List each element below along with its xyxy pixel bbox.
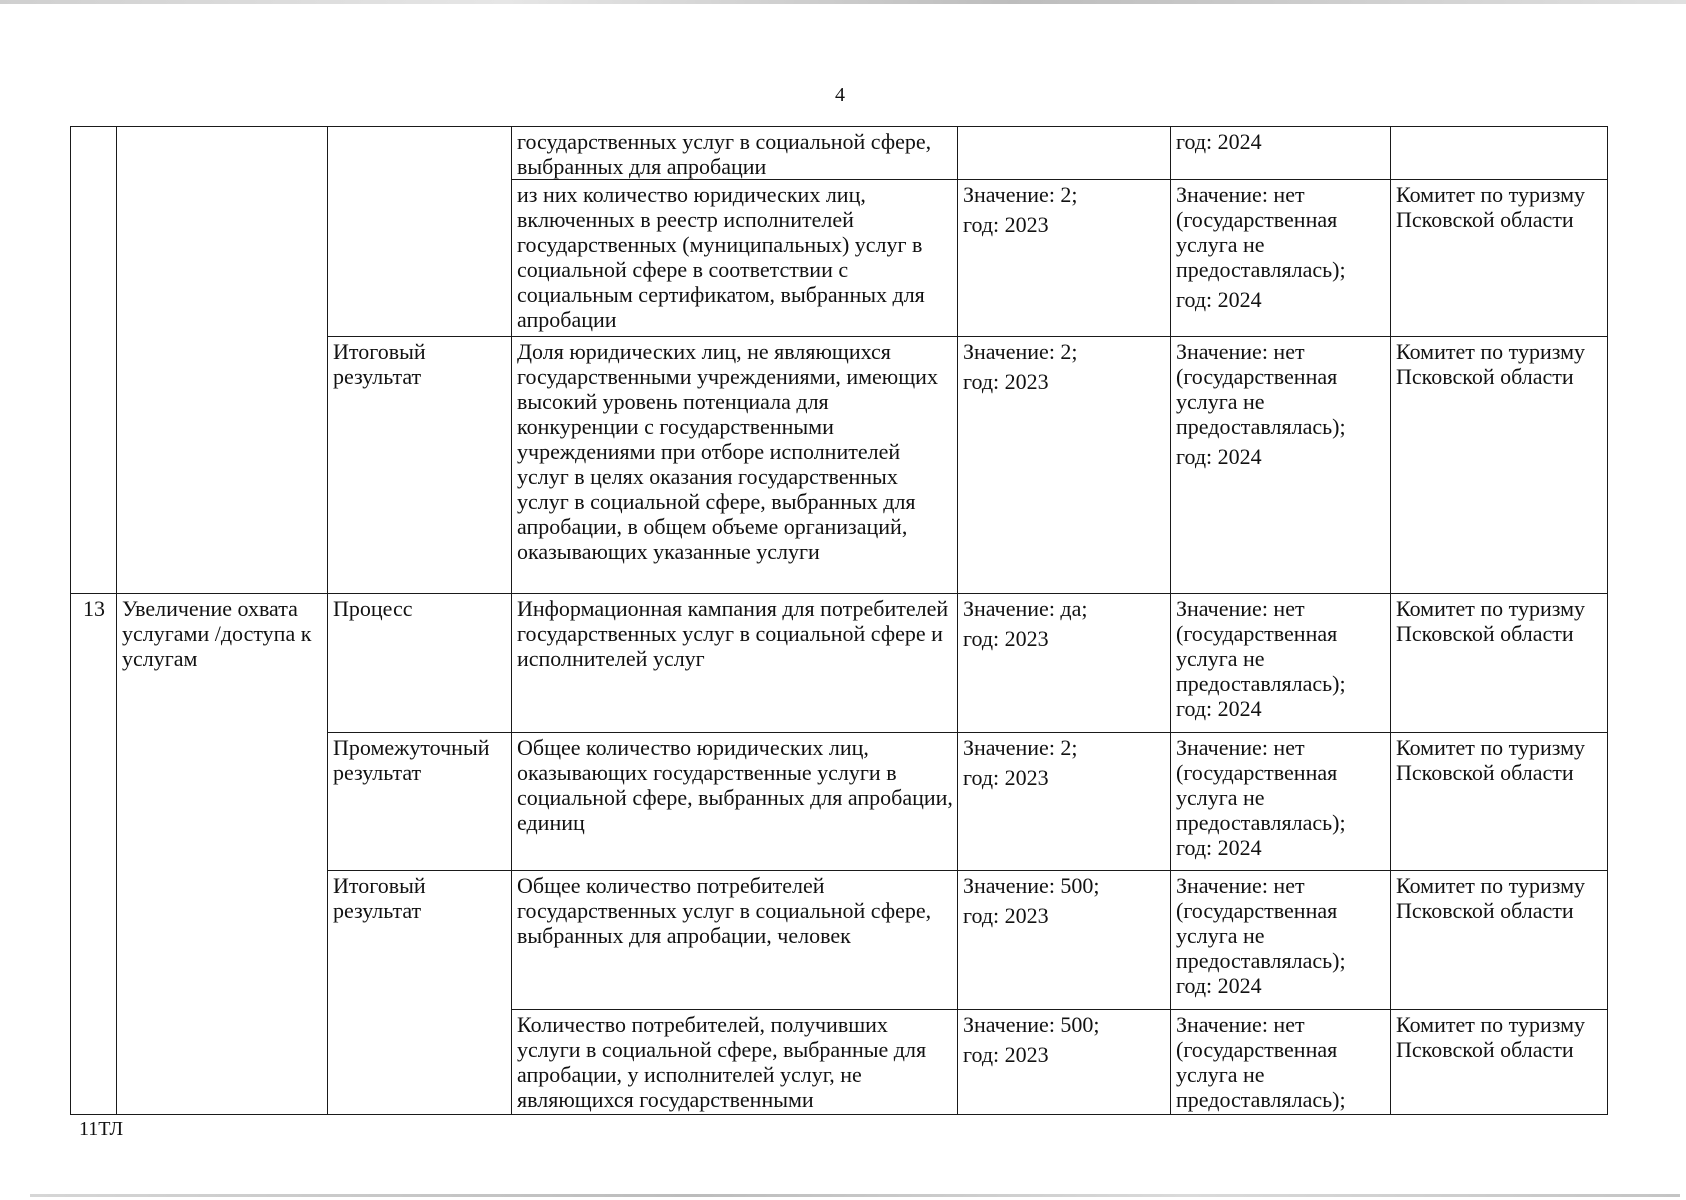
responsible-cell: Комитет по туризму Псковской области xyxy=(1391,733,1608,871)
base-value: Значение: 2; xyxy=(963,182,1078,207)
target-value: Значение: нет (государственная услуга не предоставлялась); xyxy=(1176,596,1346,696)
base-year: год: 2023 xyxy=(963,626,1049,651)
target-value-cell: Значение: нет (государственная услуга не предоставлялась); xyxy=(1171,1010,1391,1115)
result-type-cell: Итоговый результат xyxy=(328,337,512,594)
description-cell: Общее количество юридических лиц, оказывающих государственные услуги в социальной сфере, выбранных для апробации, единиц xyxy=(512,733,958,871)
indicators-table xyxy=(70,126,1608,1115)
target-year: год: 2024 xyxy=(1176,696,1262,721)
target-value: Значение: нет (государственная услуга не предоставлялась); xyxy=(1176,735,1346,835)
base-value-cell xyxy=(958,594,1171,733)
target-year: год: 2024 xyxy=(1176,129,1262,154)
row-number-cell xyxy=(71,127,117,594)
target-year: год: 2024 xyxy=(1176,444,1262,469)
target-value-cell xyxy=(1171,594,1391,733)
goal-cell: Увеличение охвата услугами /доступа к услугам xyxy=(117,594,328,1115)
responsible-cell xyxy=(1391,127,1608,180)
base-value: Значение: 2; xyxy=(963,339,1078,364)
table-row xyxy=(71,127,1608,180)
base-value-cell xyxy=(958,733,1171,871)
base-value-cell xyxy=(958,871,1171,1010)
target-year: год: 2024 xyxy=(1176,287,1262,312)
base-year: год: 2023 xyxy=(963,369,1049,394)
description-cell: Общее количество потребителей государственных услуг в социальной сфере, выбранных для апробации, человек xyxy=(512,871,958,1010)
responsible-cell: Комитет по туризму Псковской области xyxy=(1391,337,1608,594)
scan-edge-top xyxy=(0,0,1686,4)
base-year: год: 2023 xyxy=(963,765,1049,790)
description-cell: из них количество юридических лиц, включенных в реестр исполнителей государственных (муниципальных) услуг в социальной сфере в соответствии с социальным сертификатом, выбранных для апробации xyxy=(512,180,958,337)
result-type-cell xyxy=(328,127,512,337)
base-year: год: 2023 xyxy=(963,212,1049,237)
base-value-cell xyxy=(958,180,1171,337)
target-value: Значение: нет (государственная услуга не предоставлялась); xyxy=(1176,339,1346,439)
target-year: год: 2024 xyxy=(1176,835,1262,860)
row-number-cell: 13 xyxy=(71,594,117,1115)
base-year: год: 2023 xyxy=(963,1042,1049,1067)
responsible-cell: Комитет по туризму Псковской области xyxy=(1391,180,1608,337)
result-type-cell: Итоговый результат xyxy=(328,871,512,1115)
target-value-cell xyxy=(1171,337,1391,594)
target-value-cell xyxy=(1171,180,1391,337)
target-value: Значение: нет (государственная услуга не предоставлялась); xyxy=(1176,182,1346,282)
responsible-cell: Комитет по туризму Псковской области xyxy=(1391,1010,1608,1115)
result-type-cell: Промежуточный результат xyxy=(328,733,512,871)
description-cell: Доля юридических лиц, не являющихся государственными учреждениями, имеющих высокий уровень потенциала для конкуренции с государственными учреждениями при отборе исполнителей услуг в целях оказания государственных услуг в социальной сфере, выбранных для апробации, в общем объеме организаций, оказывающих указанные услуги xyxy=(512,337,958,594)
result-type-cell: Процесс xyxy=(328,594,512,733)
base-value: Значение: 500; xyxy=(963,873,1100,898)
description-cell: государственных услуг в социальной сфере, выбранных для апробации xyxy=(512,127,958,180)
target-value-cell xyxy=(1171,733,1391,871)
page-number: 4 xyxy=(835,84,845,106)
base-value: Значение: 2; xyxy=(963,735,1078,760)
base-value: Значение: да; xyxy=(963,596,1088,621)
target-value: Значение: нет (государственная услуга не предоставлялась); xyxy=(1176,873,1346,973)
description-cell: Информационная кампания для потребителей государственных услуг в социальной сфере и исполнителей услуг xyxy=(512,594,958,733)
base-value-cell xyxy=(958,127,1171,180)
table-row xyxy=(71,594,1608,733)
responsible-cell: Комитет по туризму Псковской области xyxy=(1391,871,1608,1010)
base-value-cell xyxy=(958,1010,1171,1115)
target-value-cell xyxy=(1171,127,1391,180)
footer-code: 11ТЛ xyxy=(79,1118,124,1140)
base-value: Значение: 500; xyxy=(963,1012,1100,1037)
target-year: год: 2024 xyxy=(1176,973,1262,998)
base-value-cell xyxy=(958,337,1171,594)
scan-edge-bottom xyxy=(30,1194,1680,1197)
description-cell: Количество потребителей, получивших услуги в социальной сфере, выбранные для апробации, у исполнителей услуг, не являющихся государственными xyxy=(512,1010,958,1115)
target-value-cell xyxy=(1171,871,1391,1010)
goal-cell xyxy=(117,127,328,594)
base-year: год: 2023 xyxy=(963,903,1049,928)
responsible-cell: Комитет по туризму Псковской области xyxy=(1391,594,1608,733)
